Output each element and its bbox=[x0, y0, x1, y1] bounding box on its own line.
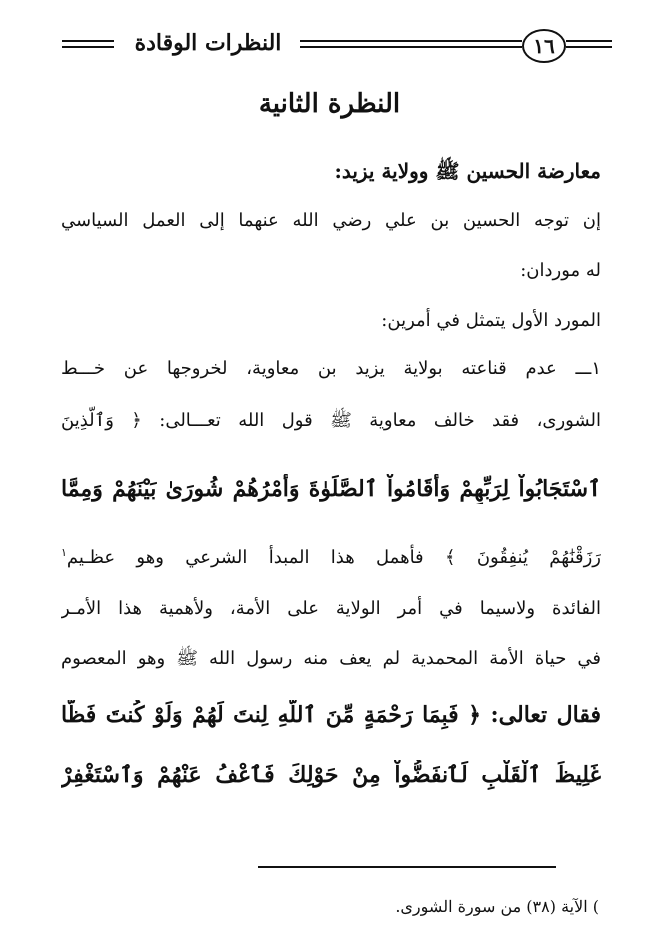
section-title: النظرة الثانية bbox=[258, 89, 401, 119]
body-line-8: الفائدة ولاسيما في أمر الولاية على الأمة، ولأهمية هذا الأمـر bbox=[61, 598, 601, 619]
header-rule-right-top bbox=[300, 40, 522, 42]
body-line-2: له موردان: bbox=[520, 260, 601, 281]
body-line-1: إن توجه الحسين بن علي رضي الله عنهما إلى العمل السياسي bbox=[61, 210, 601, 231]
body-line-9: في حياة الأمة المحمدية لم يعف منه رسول الله ﷺ وهو المعصوم bbox=[61, 648, 601, 669]
header-rule-right-bottom bbox=[300, 46, 522, 48]
subheading: معارضة الحسين ﷺ وولاية يزيد: bbox=[334, 159, 601, 183]
header-rule-left-bottom bbox=[62, 46, 114, 48]
quran-line-2: فقال تعالى: ﴿ فَبِمَا رَحْمَةٍ مِّنَ ٱللَّهِ لِنتَ لَهُمْ وَلَوْ كُنتَ فَظًّا bbox=[61, 702, 601, 728]
body-line-7-text: رَزَقْنَٰهُمْ يُنفِقُونَ ﴾ فأهمل هذا المبدأ الشرعي وهو عظـيم bbox=[66, 547, 601, 568]
header-rule-end-bottom bbox=[566, 46, 612, 48]
footnote-ref: ١ bbox=[61, 546, 67, 559]
footnote-rule bbox=[258, 866, 556, 868]
header-rule-left-top bbox=[62, 40, 114, 42]
footnote: ) الآية (٣٨) من سورة الشورى. bbox=[395, 897, 599, 916]
running-title: النظرات الوقادة bbox=[134, 30, 282, 56]
page-number: ١٦ bbox=[522, 29, 566, 63]
quran-line-1: ٱسْتَجَابُواْ لِرَبِّهِمْ وَأَقَامُواْ ٱلصَّلَوٰةَ وَأَمْرُهُمْ شُورَىٰ بَيْنَهُمْ وَمِمَّا bbox=[61, 476, 601, 502]
quran-line-3: غَلِيظَ ٱلْقَلْبِ لَٱنفَضُّواْ مِنْ حَوْلِكَ فَٱعْفُ عَنْهُمْ وَٱسْتَغْفِرْ bbox=[61, 762, 601, 788]
body-line-3: المورد الأول يتمثل في أمرين: bbox=[381, 310, 601, 331]
body-line-5: الشورى، فقد خالف معاوية ﷺ قول الله تعـــالى: ﴿ وَٱلَّذِينَ bbox=[61, 410, 601, 431]
body-line-7 bbox=[61, 538, 601, 573]
body-line-4: ١ـــ عدم قناعته بولاية يزيد بن معاوية، لخروجها عن خـــط bbox=[61, 358, 601, 379]
header-rule-end-top bbox=[566, 40, 612, 42]
